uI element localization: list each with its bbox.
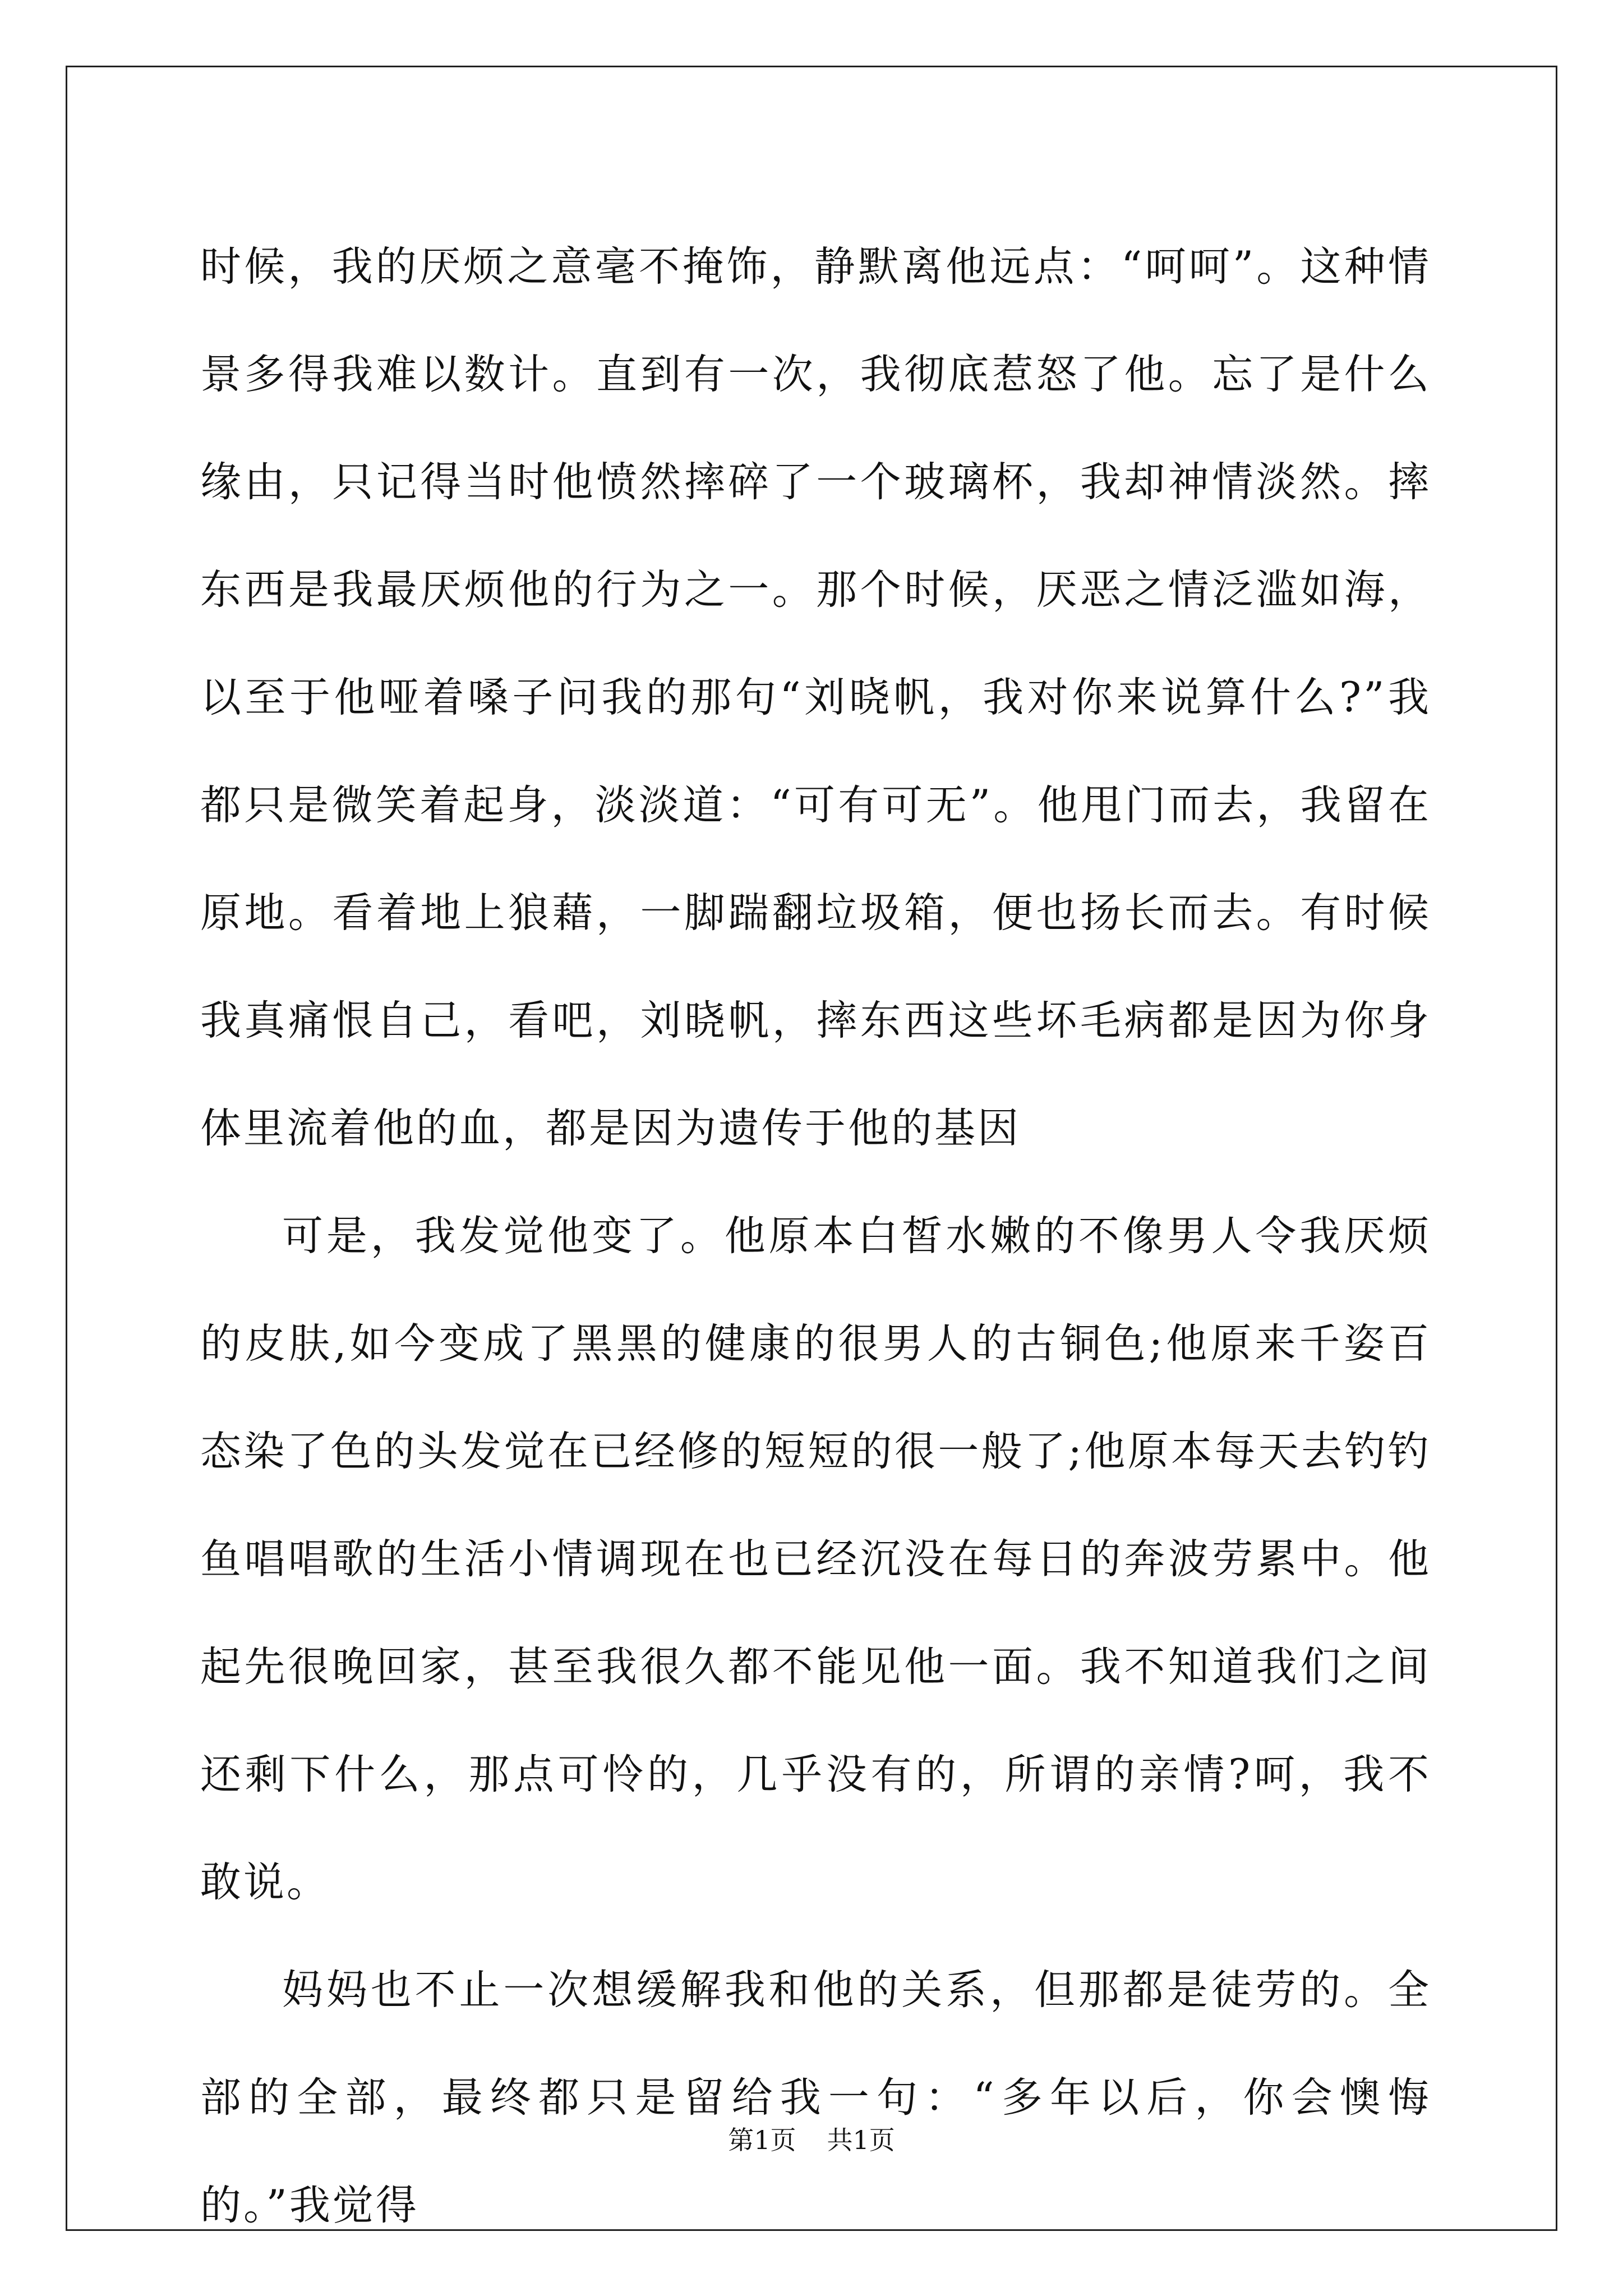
document-body bbox=[200, 213, 1431, 2260]
page-footer bbox=[0, 2123, 1623, 2157]
paragraph-1: 时候，我的厌烦之意毫不掩饰，静默离他远点：“呵呵”。这种情景多得我难以数计。直到有一次，我彻底惹怒了他。忘了是什么缘由，只记得当时他愤然摔碎了一个玻璃杯，我却神情淡然。摔东西是我最厌烦他的行为之一。那个时候，厌恶之情泛滥如海，以至于他哑着嗓子问我的那句“刘晓帆，我对你来说算什么?”我都只是微笑着起身，淡淡道：“可有可无”。他甩门而去，我留在原地。看着地上狼藉，一脚踹翻垃圾箱，便也扬长而去。有时候我真痛恨自己，看吧，刘晓帆，摔东西这些坏毛病都是因为你身体里流着他的血，都是因为遗传于他的基因 bbox=[200, 243, 1431, 1152]
paragraph-3: 妈妈也不止一次想缓解我和他的关系，但那都是徒劳的。全部的全部，最终都只是留给我一句：“多年以后，你会懊悔的。”我觉得 bbox=[200, 1966, 1431, 2229]
page-number-total: 共1页 bbox=[827, 2125, 895, 2155]
paragraph-2: 可是，我发觉他变了。他原本白皙水嫩的不像男人令我厌烦的皮肤,如今变成了黑黑的健康的很男人的古铜色;他原来千姿百态染了色的头发觉在已经修的短短的很一般了;他原本每天去钓钓鱼唱唱歌的生活小情调现在也已经沉没在每日的奔波劳累中。他起先很晚回家，甚至我很久都不能见他一面。我不知道我们之间还剩下什么，那点可怜的，几乎没有的，所谓的亲情?呵，我不敢说。 bbox=[200, 1212, 1431, 1906]
page-number-current: 第1页 bbox=[728, 2125, 796, 2155]
